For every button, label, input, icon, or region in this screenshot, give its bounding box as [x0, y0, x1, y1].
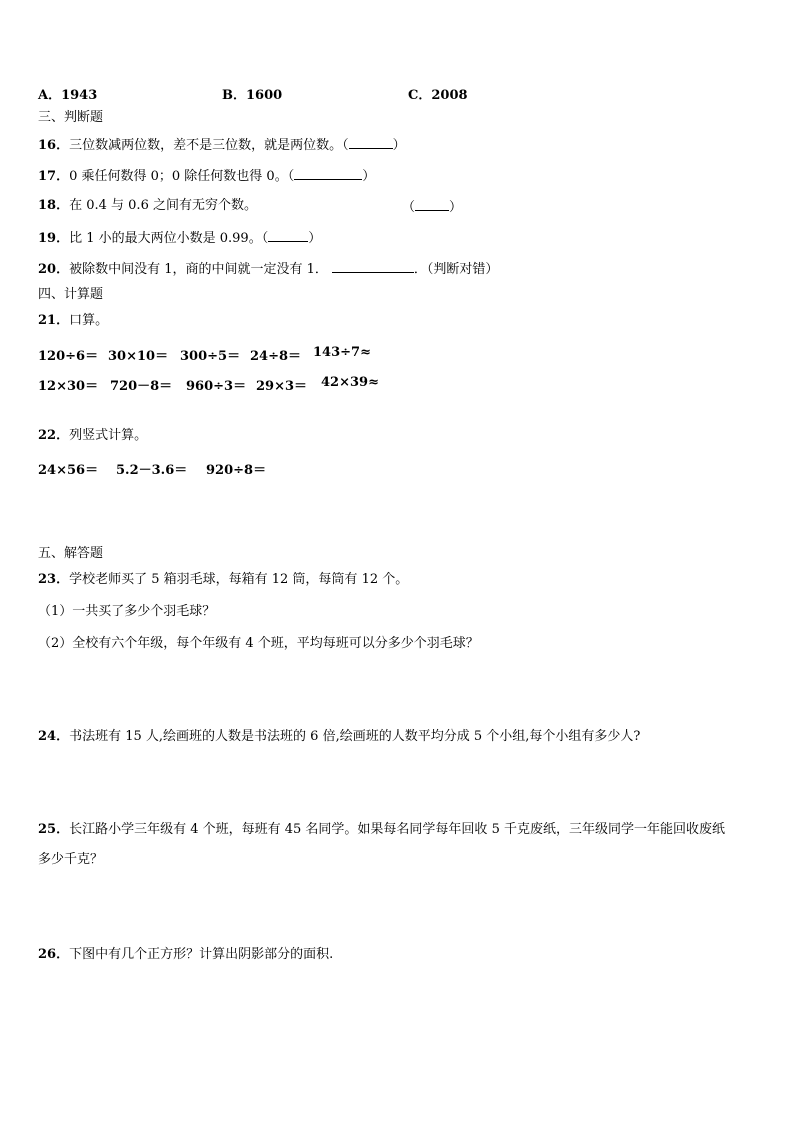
option-c: C．2008 [408, 88, 468, 103]
question-24 [38, 729, 640, 745]
paren-close: ） [392, 138, 406, 153]
question-text: 口算。 [69, 313, 109, 328]
question-23-part-1: （1）一共买了多少个羽毛球？ [38, 604, 216, 619]
question-17 [38, 167, 375, 185]
question-text: 被除数中间没有 1，商的中间就一定没有 1． [69, 262, 328, 277]
question-25 [38, 822, 725, 838]
section-3-heading: 三、判断题 [38, 110, 104, 125]
answer-blank[interactable] [349, 136, 393, 149]
answer-blank[interactable] [332, 260, 414, 273]
calc-item: 720－8＝ [110, 379, 173, 394]
calc-item: 30×10＝ [108, 349, 169, 364]
section-5-heading: 五、解答题 [38, 546, 104, 561]
question-23 [38, 572, 408, 588]
calc-item: 12×30＝ [38, 379, 99, 394]
question-number: 22． [38, 428, 70, 443]
question-18-answer [402, 198, 462, 216]
answer-blank[interactable] [415, 198, 449, 211]
answer-blank[interactable] [268, 229, 308, 242]
paren-close: ） [449, 200, 463, 215]
question-number: 23． [38, 572, 70, 587]
question-text: 书法班有 15 人,绘画班的人数是书法班的 6 倍,绘画班的人数平均分成 5 个小组,每个小组有多少人? [69, 729, 641, 744]
question-suffix: ．（判断对错） [413, 262, 499, 277]
question-number: 17． [38, 169, 70, 184]
question-text: 0 乘任何数得 0；0 除任何数也得 0。（ [69, 169, 295, 184]
calc-item: 960÷3＝ [186, 379, 247, 394]
question-text: 在 0.4 与 0.6 之间有无穷个数。 [69, 198, 257, 213]
paren-close: ） [362, 169, 376, 184]
calc-item: 143÷7≈ [313, 345, 371, 360]
paren-open: （ [402, 200, 416, 215]
calc-item: 24×56＝ [38, 463, 99, 478]
question-number: 26． [38, 947, 70, 962]
question-text: 长江路小学三年级有 4 个班，每班有 45 名同学。如果每名同学每年回收 5 千克废纸，三年级同学一年能回收废纸 [69, 822, 725, 837]
question-text: 三位数减两位数，差不是三位数，就是两位数。（ [69, 138, 349, 153]
calc-item: 300÷5＝ [180, 349, 241, 364]
question-number: 21． [38, 313, 70, 328]
calc-item: 42×39≈ [321, 375, 379, 390]
question-22 [38, 428, 147, 444]
question-number: 16． [38, 138, 70, 153]
question-19 [38, 229, 321, 247]
question-20 [38, 260, 498, 278]
section-4-heading: 四、计算题 [38, 287, 104, 302]
question-number: 20． [38, 262, 70, 277]
question-18 [38, 198, 257, 214]
question-number: 18． [38, 198, 70, 213]
question-number: 19． [38, 231, 70, 246]
option-b: B．1600 [222, 88, 283, 103]
calc-item: 24÷8＝ [250, 349, 302, 364]
question-25-continued: 多少千克？ [38, 852, 104, 867]
paren-close: ） [308, 231, 322, 246]
calc-item: 5.2－3.6＝ [116, 463, 188, 478]
calc-item: 120÷6＝ [38, 349, 99, 364]
question-21 [38, 313, 108, 329]
question-23-part-2: （2）全校有六个年级，每个年级有 4 个班，平均每班可以分多少个羽毛球？ [38, 636, 479, 651]
question-text: 列竖式计算。 [69, 428, 148, 443]
option-a: A．1943 [38, 88, 98, 103]
answer-blank[interactable] [294, 167, 362, 180]
question-text: 比 1 小的最大两位小数是 0.99。（ [69, 231, 269, 246]
question-16 [38, 136, 406, 154]
question-number: 25． [38, 822, 70, 837]
question-26 [38, 947, 333, 963]
calc-item: 29×3＝ [256, 379, 308, 394]
question-text: 学校老师买了 5 箱羽毛球，每箱有 12 筒，每筒有 12 个。 [69, 572, 409, 587]
question-number: 24． [38, 729, 70, 744]
calc-item: 920÷8＝ [206, 463, 267, 478]
question-text: 下图中有几个正方形？计算出阴影部分的面积. [69, 947, 334, 962]
